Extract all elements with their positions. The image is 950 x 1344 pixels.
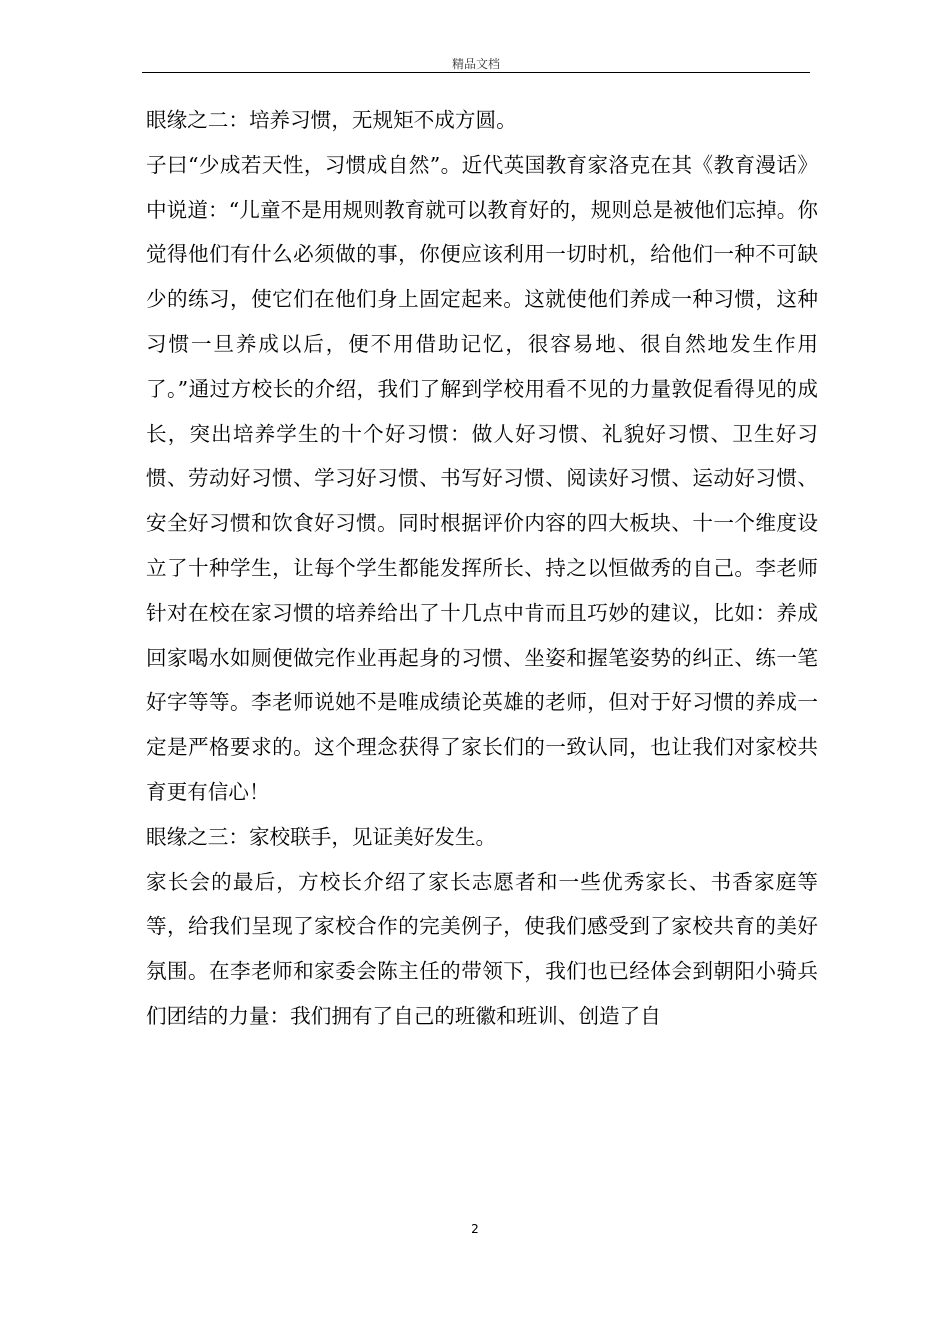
page-header: 精品文档 [451, 57, 500, 71]
body-paragraph: 子曰“少成若天性，习惯成自然”。近代英国教育家洛克在其《教育漫话》中说道：“儿童不是用规则教育就可以教育好的，规则总是被他们忘掉。你觉得他们有什么必须做的事，你便应该利用一切时机，给他们一种不可缺少的练习，使它们在他们身上固定起来。这就使他们养成一种习惯，这种习惯一旦养成以后，便不用借助记忆，很容易地、很自然地发生作用了。”通过方校长的介绍，我们了解到学校用看不见的力量敦促看得见的成长，突出培养学生的十个好习惯：做人好习惯、礼貌好习惯、卫生好习惯、劳动好习惯、学习好习惯、书写好习惯、阅读好习惯、运动好习惯、安全好习惯和饮食好习惯。同时根据评价内容的四大板块、十一个维度设立了十种学生，让每个学生都能发挥所长、持之以恒做秀的自己。李老师针对在校在家习惯的培养给出了十几点中肯而且巧妙的建议，比如：养成回家喝水如厕便做完作业再起身的习惯、坐姿和握笔姿势的纠正、练一笔好字等等。李老师说她不是唯成绩论英雄的老师，但对于好习惯的养成一定是严格要求的。这个理念获得了家长们的一致认同，也让我们对家校共育更有信心！ [146, 152, 818, 804]
page-number: 2 [471, 1222, 479, 1236]
header-divider [142, 72, 810, 73]
section-heading-3: 眼缘之三：家校联手，见证美好发生。 [146, 824, 497, 849]
document-body [146, 98, 818, 1039]
section-heading-2: 眼缘之二：培养习惯，无规矩不成方圆。 [146, 108, 517, 132]
body-paragraph: 家长会的最后，方校长介绍了家长志愿者和一些优秀家长、书香家庭等等，给我们呈现了家校合作的完美例子，使我们感受到了家校共育的美好氛围。在李老师和家委会陈主任的带领下，我们也已经体会到朝阳小骑兵们团结的力量：我们拥有了自己的班徽和班训、创造了自 [146, 869, 818, 1028]
